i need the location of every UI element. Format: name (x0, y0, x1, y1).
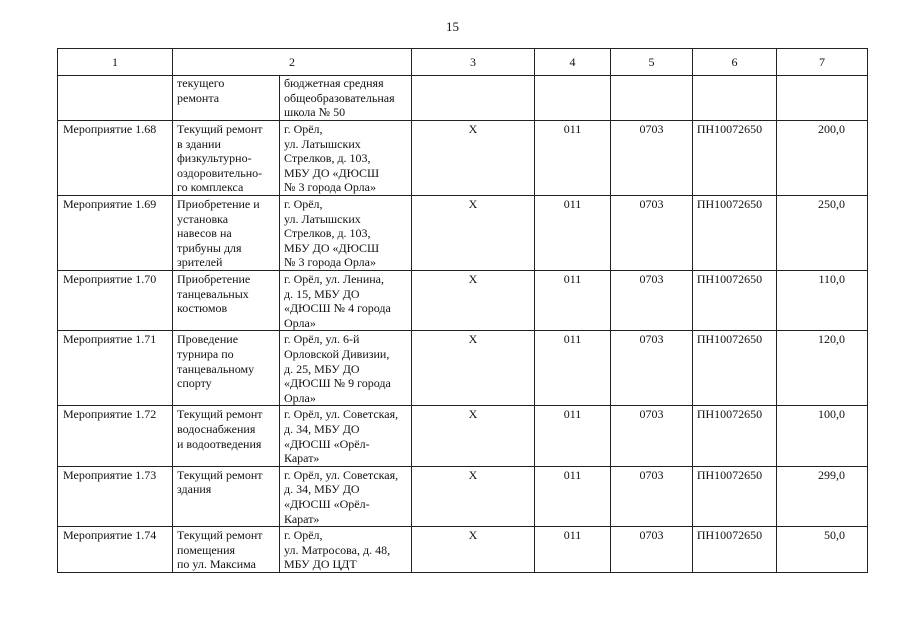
event-id-cell: Мероприятие 1.70 (58, 271, 173, 331)
col5-cell: 0703 (611, 271, 693, 331)
col5-cell: 0703 (611, 406, 693, 466)
event-id-cell: Мероприятие 1.73 (58, 466, 173, 526)
col3-cell: Х (412, 466, 535, 526)
event-address-cell: г. Орёл, ул. Латышских Стрелков, д. 103, МБУ ДО «ДЮСШ № 3 города Орла» (280, 196, 412, 271)
col6-cell: ПН10072650 (693, 331, 777, 406)
table-header-row (58, 49, 868, 76)
event-name-cell: Текущий ремонт водоснабжения и водоотведения (173, 406, 280, 466)
event-name-cell: Текущий ремонт помещения по ул. Максима (173, 527, 280, 573)
event-id-cell: Мероприятие 1.72 (58, 406, 173, 466)
col3-cell: Х (412, 121, 535, 196)
page-number: 15 (446, 19, 459, 34)
event-id-cell: Мероприятие 1.71 (58, 331, 173, 406)
col6-cell: ПН10072650 (693, 466, 777, 526)
col6-cell: ПН10072650 (693, 271, 777, 331)
col6-cell: ПН10072650 (693, 196, 777, 271)
event-id-cell: Мероприятие 1.74 (58, 527, 173, 573)
col3-cell: Х (412, 527, 535, 573)
col3-cell: Х (412, 271, 535, 331)
event-address-cell: г. Орёл, ул. Ленина, д. 15, МБУ ДО «ДЮСШ № 4 города Орла» (280, 271, 412, 331)
event-name-cell: Текущий ремонт здания (173, 466, 280, 526)
event-name-cell: Текущий ремонт в здании физкультурно- оздоровительно- го комплекса (173, 121, 280, 196)
event-address-cell: г. Орёл, ул. Матросова, д. 48, МБУ ДО ЦДТ (280, 527, 412, 573)
amount-cell: 200,0 (777, 121, 868, 196)
header-cell: 1 (58, 49, 173, 76)
event-id-cell (58, 76, 173, 121)
col6-cell (693, 76, 777, 121)
event-address-cell: г. Орёл, ул. Латышских Стрелков, д. 103, МБУ ДО «ДЮСШ № 3 города Орла» (280, 121, 412, 196)
event-id-cell: Мероприятие 1.69 (58, 196, 173, 271)
event-name-cell: Проведение турнира по танцевальному спорту (173, 331, 280, 406)
col4-cell: 011 (535, 121, 611, 196)
amount-cell: 110,0 (777, 271, 868, 331)
col5-cell: 0703 (611, 527, 693, 573)
event-name-cell: Приобретение танцевальных костюмов (173, 271, 280, 331)
col6-cell: ПН10072650 (693, 121, 777, 196)
col5-cell: 0703 (611, 121, 693, 196)
amount-cell: 250,0 (777, 196, 868, 271)
amount-cell: 299,0 (777, 466, 868, 526)
header-cell: 3 (412, 49, 535, 76)
header-cell: 5 (611, 49, 693, 76)
amount-cell: 50,0 (777, 527, 868, 573)
col6-cell: ПН10072650 (693, 406, 777, 466)
event-address-cell: г. Орёл, ул. Советская, д. 34, МБУ ДО «ДЮСШ «Орёл- Карат» (280, 466, 412, 526)
header-cell: 6 (693, 49, 777, 76)
col3-cell: Х (412, 331, 535, 406)
header-cell: 4 (535, 49, 611, 76)
event-address-cell: бюджетная средняя общеобразовательная школа № 50 (280, 76, 412, 121)
table-row (58, 466, 868, 526)
col4-cell (535, 76, 611, 121)
col4-cell: 011 (535, 527, 611, 573)
table-row (58, 271, 868, 331)
event-address-cell: г. Орёл, ул. 6-й Орловской Дивизии, д. 25, МБУ ДО «ДЮСШ № 9 города Орла» (280, 331, 412, 406)
event-address-cell: г. Орёл, ул. Советская, д. 34, МБУ ДО «ДЮСШ «Орёл- Карат» (280, 406, 412, 466)
amount-cell: 100,0 (777, 406, 868, 466)
col4-cell: 011 (535, 331, 611, 406)
col4-cell: 011 (535, 271, 611, 331)
col4-cell: 011 (535, 406, 611, 466)
col5-cell: 0703 (611, 466, 693, 526)
table-row (58, 196, 868, 271)
header-cell: 2 (173, 49, 412, 76)
col6-cell: ПН10072650 (693, 527, 777, 573)
col3-cell: Х (412, 406, 535, 466)
amount-cell: 120,0 (777, 331, 868, 406)
col3-cell (412, 76, 535, 121)
col5-cell (611, 76, 693, 121)
header-cell: 7 (777, 49, 868, 76)
col4-cell: 011 (535, 196, 611, 271)
table-row (58, 76, 868, 121)
col5-cell: 0703 (611, 331, 693, 406)
budget-table (57, 48, 868, 573)
col5-cell: 0703 (611, 196, 693, 271)
table-row (58, 406, 868, 466)
col3-cell: Х (412, 196, 535, 271)
event-id-cell: Мероприятие 1.68 (58, 121, 173, 196)
table-row (58, 527, 868, 573)
table-row (58, 331, 868, 406)
event-name-cell: Приобретение и установка навесов на трибуны для зрителей (173, 196, 280, 271)
table-row (58, 121, 868, 196)
col4-cell: 011 (535, 466, 611, 526)
amount-cell (777, 76, 868, 121)
event-name-cell: текущего ремонта (173, 76, 280, 121)
